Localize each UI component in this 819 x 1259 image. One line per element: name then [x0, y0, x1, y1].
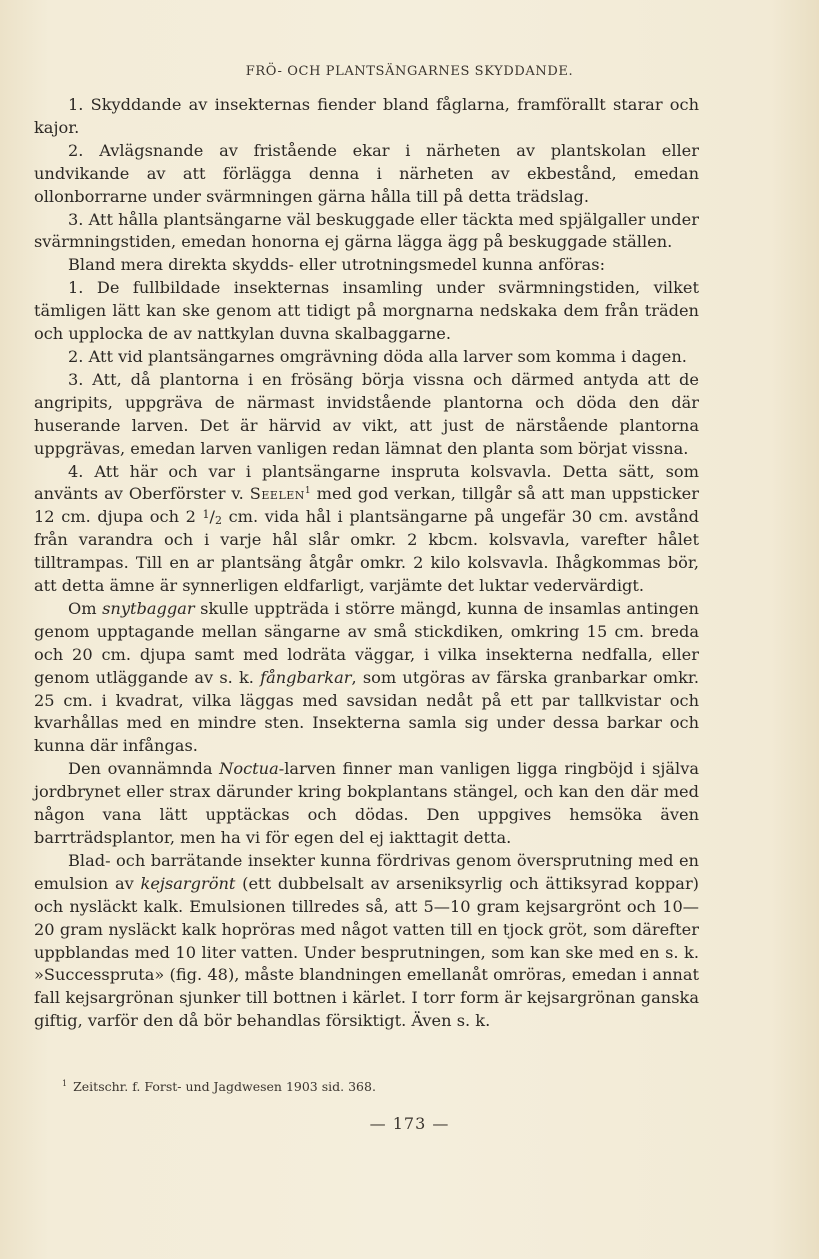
text-run: , som utgöras av färska granbarkar omkr. 25 cm. i kvadrat, vilka läggas med savsidan nedåt på ett par tallkvistar och kvarhållas med en mindre sten. Insekterna samla sig under dessa barkar och kunna där infångas. [34, 667, 699, 756]
text-run: cm. vida hål i plantsängarne på ungefär 30 cm. avstånd från varandra och i varje hål slår omkr. 2 kbcm. kolsvavla, varefter hålet tilltrampas. Till en ar plantsäng åtgår omkr. 2 kilo kolsvavla. Ihågkommas bör, att detta ämne är synnerligen eldfarligt, varjämte det luktar vedervärdigt. [34, 507, 699, 596]
text-run: med god verkan, tillgår så att man uppsticker 12 cm. djupa och 2 [34, 484, 699, 527]
paragraph: 4. Att här och var i plantsängarne inspruta kolsvavla. Detta sätt, som använts av Oberförster v. Seelen$^1$ med god verkan, tillgår så att man uppsticker 12 cm. djupa och 2 $^1$/2 cm. vida hål i plantsängarne på ungefär 30 cm. avstånd från varandra och i varje hål slår omkr. 2 kbcm. kolsvavla, varefter hålet tilltrampas. Till en ar plantsäng åtgår omkr. 2 kilo kolsvavla. Ihågkommas bör, att detta ämne är synnerligen eldfarligt, varjämte det luktar vedervärdigt. [34, 461, 699, 596]
text-run: Blad- och barrätande insekter kunna fördrivas genom översprutning med en emulsion av [34, 850, 699, 893]
footnote-marker: 1 [62, 1079, 68, 1088]
italic-term: snytbaggar [102, 598, 195, 618]
paragraph: 3. Att hålla plantsängarne väl beskuggade eller täckta med spjälgaller under svärmningstiden, emedan honorna ej gärna lägga ägg på beskuggade ställen. [34, 209, 699, 252]
body-text [34, 94, 699, 1033]
paragraph [34, 758, 699, 850]
paragraph: 2. Att vid plantsängarnes omgrävning döda alla larver som komma i dagen. [68, 346, 687, 366]
running-header: FRÖ- OCH PLANTSÄNGARNES SKYDDANDE. [245, 64, 574, 79]
text-run: Den ovannämnda [68, 759, 220, 779]
paragraph: Bland mera direkta skydds- eller utrotningsmedel kunna anföras: [68, 255, 606, 275]
italic-term: fångbarkar [260, 667, 352, 687]
text-run: (ett dubbelsalt av arseniksyrlig och ättiksyrad koppar) och nysläckt kalk. Emulsionen tillredes så, att 5—10 gram kejsargrönt och 10—20 gram nysläckt kalk hopröras med något vatten till en tjock gröt, som därefter uppblandas med 10 liter vatten. Under besprutningen, som kan ske med en s. k. »Successpruta» (fig. 48), måste blandningen emellanåt omröras, emedan i annat fall kejsargrönan sjunker till bottnen i kärlet. I torr form är kejsargrönan ganska giftig, varför den då bör behandlas försiktigt. Även s. k. [34, 873, 700, 1031]
page-number: — 173 — [369, 1114, 450, 1133]
paragraph: 1. Skyddande av insekternas fiender bland fåglarna, framförallt starar och kajor. [34, 95, 699, 137]
footnote-text: Zeitschr. f. Forst- und Jagdwesen 1903 sid. 368. [73, 1079, 376, 1094]
italic-term: kejsargrönt [140, 873, 236, 893]
italic-term: Noctua [219, 759, 279, 779]
footnote-marker: 1 [304, 486, 311, 497]
text-run: -larven finner man vanligen ligga ringböjd i själva jordbrynet eller strax därunder kring bokplantans stängel, och kan den där med någon vana lätt upptäckas och dödas. Den uppgives hemsöka även barrträdsplantor, men ha vi för egen del ej iakttagit detta. [34, 759, 700, 847]
text-run: 4. Att här och var i plantsängarne inspruta kolsvavla. Detta sätt, som använts av Oberförster v. [34, 461, 699, 504]
text-run: Om [68, 598, 103, 618]
paragraph [34, 598, 699, 758]
fraction-numerator: 1 [202, 508, 210, 522]
author-name: Seelen [249, 484, 305, 504]
fraction-denominator: 2 [215, 514, 222, 528]
footnote [62, 1079, 376, 1094]
paragraph: 2. Avlägsnande av fristående ekar i närheten av plantskolan eller undvikande av att förlägga denna i närheten av ekbestånd, emedan ollonborrarne under svärmningen gärna hålla till på detta trädslag. [34, 140, 699, 206]
paragraph: 1. De fullbildade insekternas insamling under svärmningstiden, vilket tämligen lätt kan ske genom att tidigt på morgnarna nedskaka dem från träden och upplocka de av nattkylan duvna skalbaggarne. [34, 278, 699, 344]
paragraph: 3. Att, då plantorna i en frösäng börja vissna och därmed antyda att de angripits, uppgräva de närmast invidstående plantorna och döda den där huserande larven. Det är härvid av vikt, att just de närstående plantorna uppgrävas, emedan larven vanligen redan lämnat den planta som börjat vissna. [34, 369, 699, 458]
text-run: skulle uppträda i större mängd, kunna de insamlas antingen genom upptagande mellan sängarne av små stickdiken, omkring 15 cm. breda och 20 cm. djupa samt med lodräta väggar, i vilka insekterna nedfalla, eller genom utläggande av s. k. [34, 598, 699, 687]
paragraph [34, 850, 699, 1033]
